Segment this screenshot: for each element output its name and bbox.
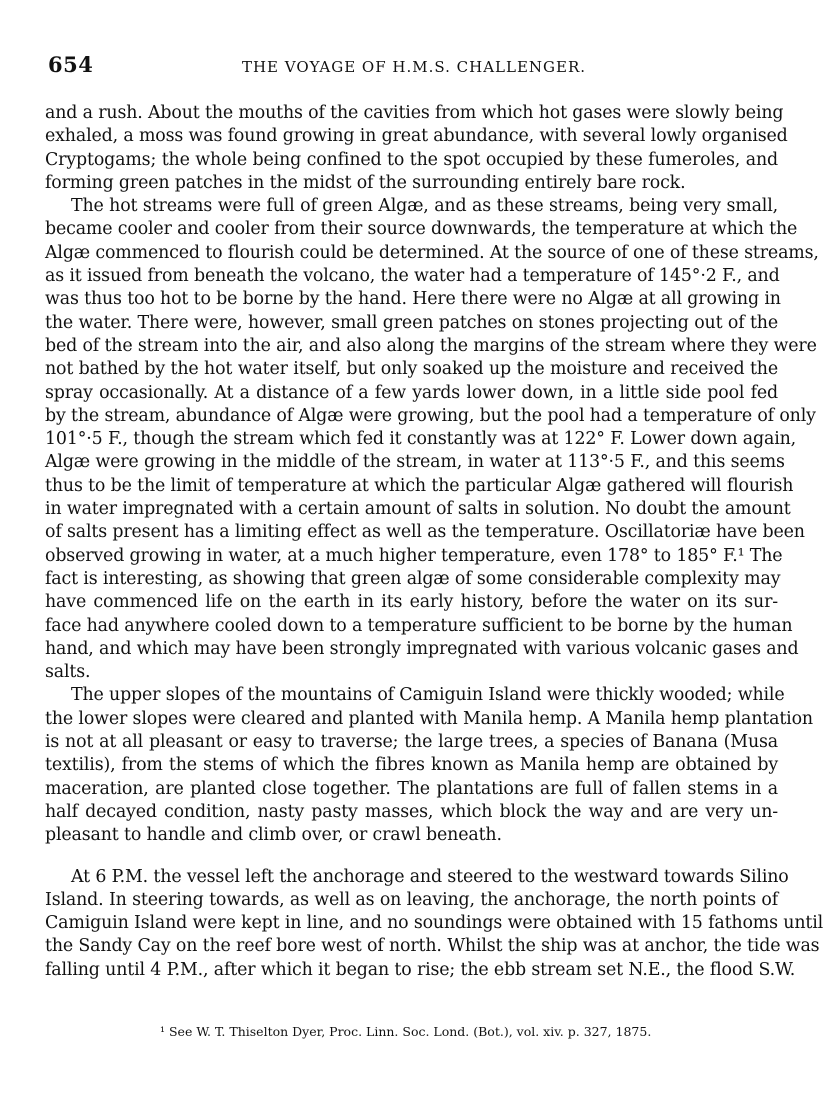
text-line: became cooler and cooler from their source downwards, the temperature at which the xyxy=(45,219,798,240)
text-line: Island. In steering towards, as well as on leaving, the anchorage, the north points of xyxy=(45,889,778,910)
text-line: salts. xyxy=(45,662,91,683)
text-line: face had anywhere cooled down to a temperature sufficient to be borne by the human xyxy=(45,615,793,636)
text-line: falling until 4 P.M., after which it began to rise; the ebb stream set N.E., the flood S.W. xyxy=(45,959,796,980)
paragraph xyxy=(45,102,788,195)
text-line: Camiguin Island were kept in line, and no soundings were obtained with 15 fathoms until xyxy=(45,913,824,934)
text-line: thus to be the limit of temperature at which the particular Algæ gathered will flourish xyxy=(45,475,794,496)
text-line: the water. There were, however, small green patches on stones projecting out of the xyxy=(45,312,778,333)
text-line: Cryptogams; the whole being confined to the spot occupied by these fumeroles, and xyxy=(45,149,778,170)
text-line: as it issued from beneath the volcano, the water had a temperature of 145°·2 F., and xyxy=(45,266,780,287)
text-line: and a rush. About the mouths of the cavities from which hot gases were slowly being xyxy=(45,103,784,123)
page-number: 654 xyxy=(48,52,94,77)
paragraph xyxy=(45,684,813,847)
text-line: in water impregnated with a certain amount of salts in solution. No doubt the amount xyxy=(45,499,791,520)
page-header xyxy=(45,52,783,86)
text-line: is not at all pleasant or easy to traverse; the large trees, a species of Banana (Musa xyxy=(45,732,778,753)
text-line: maceration, are planted close together. The plantations are full of fallen stems in a xyxy=(45,778,778,799)
text-line: observed growing in water, at a much higher temperature, even 178° to 185° F.¹ The xyxy=(45,545,783,566)
text-line: the Sandy Cay on the reef bore west of north. Whilst the ship was at anchor, the tide was xyxy=(45,936,820,957)
footnote: ¹ See W. T. Thiselton Dyer, Proc. Linn. Soc. Lond. (Bot.), vol. xiv. p. 327, 1875. xyxy=(160,1024,652,1039)
text-line: half decayed condition, nasty pasty masses, which block the way and are very un- xyxy=(45,801,778,822)
paragraph xyxy=(45,866,824,982)
text-line: Algæ were growing in the middle of the stream, in water at 113°·5 F., and this seems xyxy=(45,452,785,473)
text-line: not bathed by the hot water itself, but only soaked up the moisture and received the xyxy=(45,359,778,380)
text-line: was thus too hot to be borne by the hand. Here there were no Algæ at all growing in xyxy=(45,289,781,310)
section-gap xyxy=(45,848,778,866)
text-line: bed of the stream into the air, and also along the margins of the stream where they were xyxy=(45,335,817,356)
text-line: At 6 P.M. the vessel left the anchorage and steered to the westward towards Silino xyxy=(71,866,789,887)
text-line: The upper slopes of the mountains of Camiguin Island were thickly wooded; while xyxy=(71,685,785,706)
paragraph xyxy=(45,195,819,684)
text-line: by the stream, abundance of Algæ were growing, but the pool had a temperature of only xyxy=(45,405,816,426)
text-line: Algæ commenced to flourish could be determined. At the source of one of these streams, xyxy=(45,242,819,263)
body-text xyxy=(45,102,824,982)
text-line: of salts present has a limiting effect as well as the temperature. Oscillatoriæ have been xyxy=(45,522,805,543)
text-line: The hot streams were full of green Algæ, and as these streams, being very small, xyxy=(71,196,778,217)
running-title: THE VOYAGE OF H.M.S. CHALLENGER. xyxy=(241,58,587,76)
text-line: the lower slopes were cleared and planted with Manila hemp. A Manila hemp plantation xyxy=(45,708,813,729)
text-line: pleasant to handle and climb over, or crawl beneath. xyxy=(45,825,502,846)
text-line: forming green patches in the midst of the surrounding entirely bare rock. xyxy=(45,172,686,193)
text-line: textilis), from the stems of which the fibres known as Manila hemp are obtained by xyxy=(45,755,778,776)
text-line: have commenced life on the earth in its early history, before the water on its sur- xyxy=(45,592,778,613)
text-line: spray occasionally. At a distance of a few yards lower down, in a little side pool fed xyxy=(45,382,778,403)
text-line: 101°·5 F., though the stream which fed it constantly was at 122° F. Lower down again, xyxy=(45,429,797,450)
text-line: hand, and which may have been strongly impregnated with various volcanic gases and xyxy=(45,638,799,659)
text-line: exhaled, a moss was found growing in great abundance, with several lowly organised xyxy=(45,126,788,147)
text-line: fact is interesting, as showing that green algæ of some considerable complexity may xyxy=(45,568,781,589)
